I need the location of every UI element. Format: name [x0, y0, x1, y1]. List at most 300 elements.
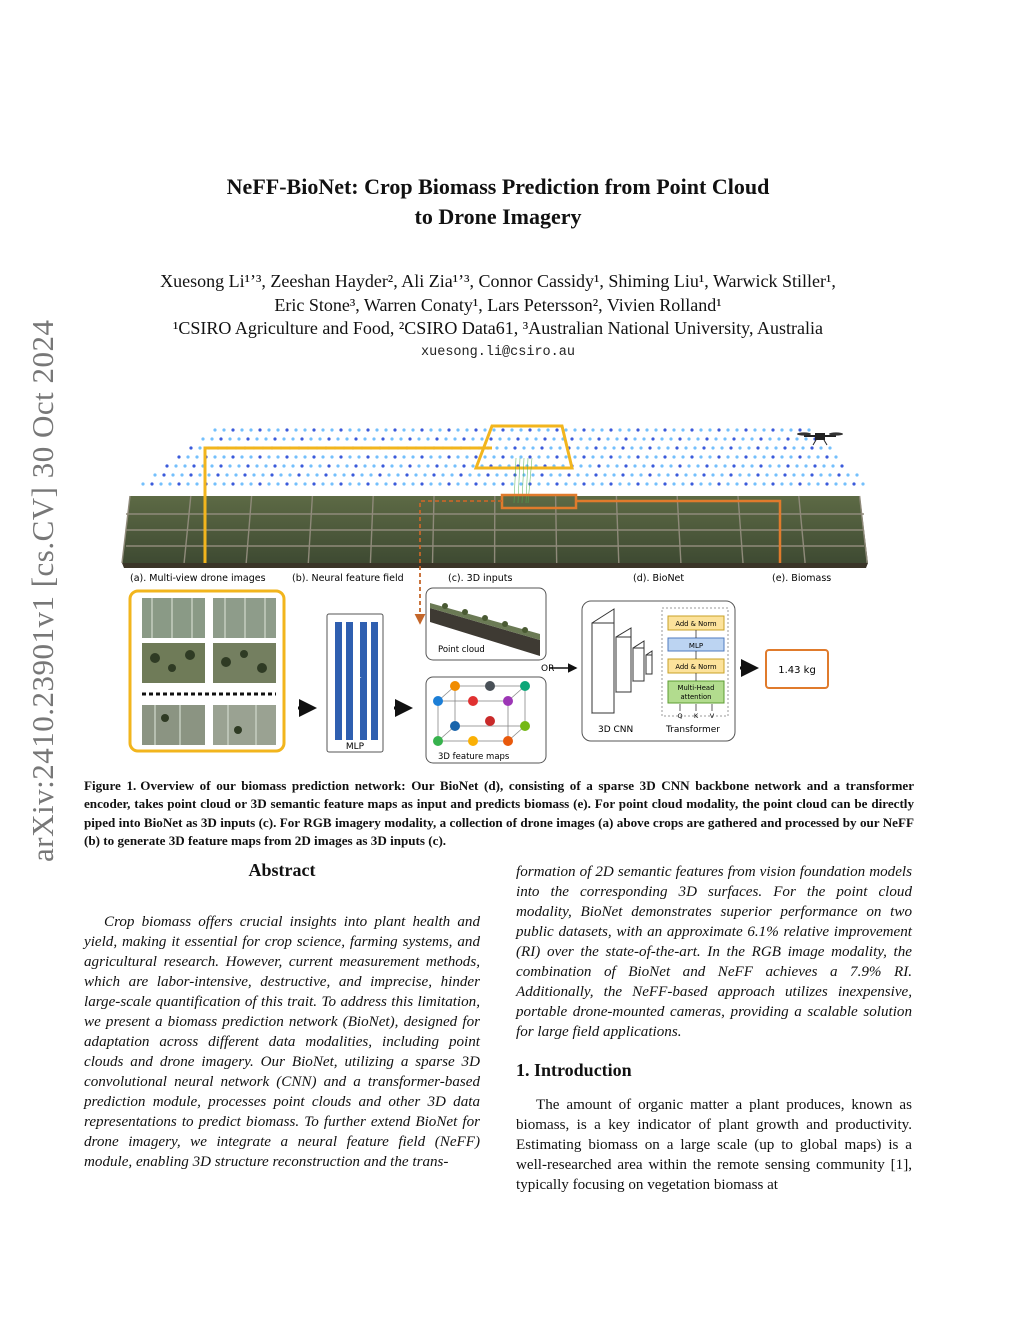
- camera-dot: [546, 428, 549, 431]
- camera-dot: [702, 446, 705, 449]
- camera-dot: [765, 446, 768, 449]
- caption-text: Overview of our biomass prediction network: Our BioNet (d), consisting of a sparse 3D CNN backbone network and a transformer encoder, takes point cloud or 3D semantic feature maps as input and predicts biomass (e). For point cloud modality, the point cloud can be directly piped into BioNet as 3D inputs (c). For RGB imagery modality, a collection of drone images (a) above crops are gathered and processed by our NeFF (b) to generate 3D feature maps from 2D images as 3D inputs (c).: [84, 778, 915, 848]
- camera-dot: [804, 437, 807, 440]
- camera-dot: [633, 464, 636, 467]
- camera-dot: [792, 473, 795, 476]
- camera-dot: [324, 473, 327, 476]
- label-neural-field: (b). Neural feature field: [292, 573, 404, 584]
- camera-dot: [312, 482, 315, 485]
- introduction-text: The amount of organic matter a plant produces, known as biomass, is a key indicator of plant growth and productivity. Estimating biomass on a large scale (up to global maps) is a well-researched area within the remote sensing community [1], typically focusing on vegetation biomass at: [516, 1097, 912, 1193]
- camera-dot: [435, 464, 438, 467]
- camera-dot: [258, 428, 261, 431]
- camera-dot: [294, 455, 297, 458]
- camera-dot: [495, 473, 498, 476]
- camera-dot: [258, 455, 261, 458]
- camera-dot: [693, 446, 696, 449]
- camera-dot: [777, 464, 780, 467]
- camera-dot: [483, 428, 486, 431]
- camera-dot: [771, 455, 774, 458]
- camera-dot: [666, 446, 669, 449]
- camera-dot: [579, 437, 582, 440]
- camera-dot: [498, 437, 501, 440]
- author-email: xuesong.li@csiro.au: [421, 345, 575, 360]
- camera-dot: [357, 428, 360, 431]
- camera-dot: [303, 482, 306, 485]
- camera-dot: [186, 482, 189, 485]
- camera-dot: [381, 464, 384, 467]
- camera-dot: [327, 437, 330, 440]
- camera-dot: [753, 455, 756, 458]
- camera-dot: [522, 446, 525, 449]
- camera-dot: [456, 455, 459, 458]
- camera-dot: [681, 455, 684, 458]
- camera-dot: [390, 437, 393, 440]
- camera-dot: [363, 437, 366, 440]
- camera-dot: [201, 437, 204, 440]
- camera-dot: [744, 428, 747, 431]
- camera-dot: [789, 428, 792, 431]
- camera-dot: [723, 437, 726, 440]
- camera-dot: [765, 473, 768, 476]
- camera-dot: [645, 428, 648, 431]
- camera-dot: [189, 473, 192, 476]
- camera-dot: [150, 482, 153, 485]
- camera-dot: [606, 464, 609, 467]
- camera-dot: [333, 473, 336, 476]
- abstract-heading: Abstract: [248, 860, 316, 880]
- camera-dot: [672, 455, 675, 458]
- camera-dot: [675, 446, 678, 449]
- camera-dot: [315, 473, 318, 476]
- feature-maps-label: 3D feature maps: [438, 752, 510, 762]
- figure-caption: [84, 777, 914, 850]
- camera-dot: [225, 473, 228, 476]
- camera-dot: [564, 482, 567, 485]
- camera-dot: [264, 437, 267, 440]
- camera-dot: [531, 473, 534, 476]
- camera-dot: [249, 482, 252, 485]
- camera-dot: [231, 455, 234, 458]
- camera-dot: [843, 482, 846, 485]
- camera-dot: [708, 428, 711, 431]
- drone-icon: [797, 432, 843, 445]
- camera-dot: [558, 446, 561, 449]
- camera-dot: [852, 482, 855, 485]
- camera-dot: [813, 464, 816, 467]
- camera-dot: [438, 455, 441, 458]
- camera-dot: [606, 437, 609, 440]
- camera-dot: [393, 428, 396, 431]
- camera-dot: [231, 482, 234, 485]
- camera-dot: [366, 455, 369, 458]
- camera-dot: [363, 464, 366, 467]
- camera-dot: [192, 464, 195, 467]
- svg-text:····: ····: [353, 674, 362, 682]
- camera-dot: [807, 455, 810, 458]
- camera-dot: [549, 446, 552, 449]
- camera-dot: [597, 437, 600, 440]
- camera-dot: [573, 482, 576, 485]
- label-3d-inputs: (c). 3D inputs: [448, 573, 513, 584]
- camera-dot: [297, 473, 300, 476]
- camera-dot: [633, 437, 636, 440]
- camera-dot: [405, 473, 408, 476]
- camera-dot: [171, 473, 174, 476]
- camera-dot: [726, 428, 729, 431]
- camera-dot: [597, 464, 600, 467]
- camera-dot: [657, 446, 660, 449]
- camera-dot: [198, 446, 201, 449]
- camera-dot: [231, 428, 234, 431]
- camera-dot: [255, 437, 258, 440]
- camera-dot: [801, 473, 804, 476]
- cnn-label: 3D CNN: [598, 725, 634, 735]
- camera-dot: [351, 473, 354, 476]
- label-drone-images: (a). Multi-view drone images: [130, 573, 266, 584]
- camera-dot: [666, 473, 669, 476]
- camera-dot: [375, 455, 378, 458]
- camera-dot: [549, 473, 552, 476]
- camera-dot: [453, 464, 456, 467]
- camera-dot: [678, 464, 681, 467]
- camera-dot: [774, 473, 777, 476]
- camera-dot: [690, 482, 693, 485]
- camera-dot: [384, 455, 387, 458]
- camera-dot: [402, 428, 405, 431]
- camera-dot: [738, 446, 741, 449]
- camera-dot: [249, 428, 252, 431]
- camera-dot: [741, 437, 744, 440]
- camera-dot: [279, 473, 282, 476]
- camera-dot: [342, 473, 345, 476]
- title-line-2: to Drone Imagery: [414, 204, 582, 229]
- camera-dot: [219, 464, 222, 467]
- label-bionet: (d). BioNet: [633, 573, 685, 584]
- camera-dot: [321, 482, 324, 485]
- camera-dot: [588, 464, 591, 467]
- camera-dot: [441, 473, 444, 476]
- camera-dot: [789, 455, 792, 458]
- camera-dot: [618, 455, 621, 458]
- camera-dot: [528, 428, 531, 431]
- affiliations: ¹CSIRO Agriculture and Food, ²CSIRO Data61, ³Australian National University, Australia: [173, 318, 823, 338]
- camera-dot: [285, 482, 288, 485]
- camera-dot: [291, 437, 294, 440]
- camera-dot: [240, 428, 243, 431]
- camera-dot: [465, 482, 468, 485]
- camera-dot: [663, 455, 666, 458]
- camera-dot: [480, 437, 483, 440]
- camera-dot: [735, 455, 738, 458]
- camera-dot: [462, 437, 465, 440]
- camera-dot: [615, 437, 618, 440]
- camera-dot: [165, 464, 168, 467]
- camera-dot: [318, 437, 321, 440]
- camera-dot: [159, 482, 162, 485]
- camera-dot: [822, 464, 825, 467]
- camera-dot: [669, 464, 672, 467]
- camera-dot: [249, 455, 252, 458]
- camera-dot: [321, 428, 324, 431]
- authors-line-2: Eric Stone³, Warren Conaty¹, Lars Petersson², Vivien Rolland¹: [274, 294, 722, 315]
- camera-dot: [300, 464, 303, 467]
- camera-dot: [354, 464, 357, 467]
- camera-dot: [393, 482, 396, 485]
- camera-dot: [288, 473, 291, 476]
- camera-dot: [729, 473, 732, 476]
- camera-dot: [183, 464, 186, 467]
- camera-dot: [771, 482, 774, 485]
- camera-dot: [477, 473, 480, 476]
- camera-dot: [594, 473, 597, 476]
- camera-dot: [408, 464, 411, 467]
- camera-dot: [651, 437, 654, 440]
- camera-dot: [492, 428, 495, 431]
- camera-dot: [759, 464, 762, 467]
- camera-dot: [243, 473, 246, 476]
- camera-dot: [660, 464, 663, 467]
- camera-dot: [585, 446, 588, 449]
- camera-dot: [687, 437, 690, 440]
- camera-dot: [423, 473, 426, 476]
- camera-dot: [762, 482, 765, 485]
- camera-dot: [816, 482, 819, 485]
- camera-dot: [294, 482, 297, 485]
- camera-dot: [426, 437, 429, 440]
- camera-dot: [276, 428, 279, 431]
- camera-dot: [141, 482, 144, 485]
- camera-dot: [198, 473, 201, 476]
- camera-dot: [546, 455, 549, 458]
- camera-dot: [312, 455, 315, 458]
- camera-dot: [654, 482, 657, 485]
- camera-dot: [705, 464, 708, 467]
- camera-dot: [366, 428, 369, 431]
- camera-dot: [609, 455, 612, 458]
- camera-dot: [624, 464, 627, 467]
- camera-dot: [429, 428, 432, 431]
- camera-dot: [621, 446, 624, 449]
- camera-dot: [228, 437, 231, 440]
- camera-dot: [717, 428, 720, 431]
- camera-dot: [327, 464, 330, 467]
- camera-dot: [222, 482, 225, 485]
- camera-dot: [267, 428, 270, 431]
- camera-dot: [603, 446, 606, 449]
- camera-dot: [528, 455, 531, 458]
- camera-dot: [768, 437, 771, 440]
- camera-dot: [465, 428, 468, 431]
- camera-dot: [537, 482, 540, 485]
- camera-dot: [510, 455, 513, 458]
- camera-dot: [540, 473, 543, 476]
- camera-dot: [612, 446, 615, 449]
- camera-dot: [678, 437, 681, 440]
- camera-dot: [600, 482, 603, 485]
- camera-dot: [348, 482, 351, 485]
- camera-dot: [510, 482, 513, 485]
- camera-dot: [750, 464, 753, 467]
- camera-dot: [795, 464, 798, 467]
- camera-dot: [816, 455, 819, 458]
- camera-dot: [267, 482, 270, 485]
- camera-dot: [783, 473, 786, 476]
- query-label: Q: [677, 712, 683, 720]
- camera-dot: [726, 482, 729, 485]
- camera-dot: [474, 455, 477, 458]
- camera-dot: [639, 446, 642, 449]
- camera-dot: [672, 428, 675, 431]
- camera-dot: [747, 446, 750, 449]
- camera-dot: [846, 473, 849, 476]
- camera-dot: [336, 437, 339, 440]
- camera-dot: [627, 482, 630, 485]
- camera-dot: [603, 473, 606, 476]
- camera-dot: [615, 464, 618, 467]
- camera-dot: [681, 482, 684, 485]
- camera-dot: [492, 455, 495, 458]
- camera-dot: [321, 455, 324, 458]
- camera-dot: [630, 446, 633, 449]
- camera-dot: [654, 455, 657, 458]
- camera-dot: [768, 464, 771, 467]
- camera-dot: [699, 428, 702, 431]
- camera-dot: [504, 473, 507, 476]
- camera-dot: [696, 464, 699, 467]
- abstract-text-left: Crop biomass offers crucial insights into plant health and yield, making it essential for crop science, farming systems, and agricultural research. However, current measurement methods, which are labor-intensive, destructive, and imprecise, hinder large-scale quantification of this trait. To address this limitation, we present a biomass prediction network (BioNet), designed for adaptation across different data modalities, including point clouds and drone imagery. Our BioNet, utilizing a sparse 3D convolutional neural network (CNN) and a transformer-based prediction module, processes point clouds and other 3D data representations to predict biomass. To further extend BioNet for drone imagery, we integrate a neural feature field (NeFF) module, enabling 3D structure reconstruction and the trans-: [84, 914, 480, 1170]
- camera-dot: [177, 455, 180, 458]
- overview-figure: [120, 418, 880, 768]
- camera-dot: [855, 473, 858, 476]
- camera-dot: [723, 464, 726, 467]
- camera-dot: [780, 455, 783, 458]
- camera-dot: [609, 482, 612, 485]
- camera-dot: [408, 437, 411, 440]
- camera-dot: [456, 428, 459, 431]
- camera-dot: [576, 473, 579, 476]
- camera-dot: [501, 482, 504, 485]
- camera-dot: [213, 428, 216, 431]
- camera-dot: [384, 482, 387, 485]
- camera-dot: [432, 473, 435, 476]
- camera-dot: [501, 455, 504, 458]
- camera-dot: [516, 437, 519, 440]
- camera-dot: [555, 455, 558, 458]
- camera-dot: [234, 473, 237, 476]
- camera-dot: [354, 437, 357, 440]
- camera-dot: [339, 482, 342, 485]
- camera-dot: [756, 446, 759, 449]
- camera-dot: [339, 455, 342, 458]
- camera-dot: [834, 482, 837, 485]
- camera-dot: [180, 473, 183, 476]
- camera-dot: [837, 473, 840, 476]
- camera-dot: [762, 428, 765, 431]
- camera-dot: [438, 482, 441, 485]
- camera-dot: [429, 482, 432, 485]
- camera-dot: [648, 473, 651, 476]
- camera-dot: [417, 464, 420, 467]
- camera-dot: [378, 473, 381, 476]
- camera-dot: [792, 446, 795, 449]
- camera-dot: [447, 428, 450, 431]
- camera-dot: [720, 473, 723, 476]
- camera-dot: [714, 437, 717, 440]
- camera-dot: [525, 437, 528, 440]
- camera-dot: [738, 473, 741, 476]
- camera-dot: [483, 482, 486, 485]
- camera-dot: [708, 455, 711, 458]
- camera-dot: [582, 455, 585, 458]
- camera-dot: [207, 473, 210, 476]
- camera-dot: [825, 482, 828, 485]
- camera-dot: [591, 428, 594, 431]
- camera-dot: [771, 428, 774, 431]
- authors-line-1: Xuesong Li¹ʼ³, Zeeshan Hayder², Ali Zia¹ʼ³, Connor Cassidy¹, Shiming Liu¹, Warwick Stiller¹,: [160, 271, 836, 291]
- camera-dot: [246, 437, 249, 440]
- camera-dot: [471, 437, 474, 440]
- mlp-block-text: MLP: [688, 642, 704, 650]
- camera-dot: [861, 482, 864, 485]
- camera-dot: [195, 455, 198, 458]
- camera-dot: [276, 455, 279, 458]
- camera-dot: [780, 428, 783, 431]
- camera-dot: [339, 428, 342, 431]
- camera-dot: [375, 482, 378, 485]
- camera-dot: [810, 473, 813, 476]
- camera-dot: [591, 482, 594, 485]
- camera-dot: [582, 482, 585, 485]
- camera-dot: [468, 473, 471, 476]
- camera-dot: [216, 473, 219, 476]
- camera-dot: [573, 455, 576, 458]
- camera-dot: [357, 455, 360, 458]
- camera-dot: [735, 428, 738, 431]
- camera-dot: [756, 473, 759, 476]
- camera-dot: [522, 473, 525, 476]
- camera-dot: [612, 473, 615, 476]
- camera-dot: [819, 446, 822, 449]
- camera-dot: [801, 446, 804, 449]
- camera-dot: [834, 455, 837, 458]
- camera-dot: [660, 437, 663, 440]
- camera-dot: [621, 473, 624, 476]
- camera-dot: [753, 482, 756, 485]
- camera-dot: [336, 464, 339, 467]
- camera-dot: [450, 473, 453, 476]
- camera-dot: [270, 473, 273, 476]
- camera-dot: [510, 428, 513, 431]
- camera-dot: [663, 482, 666, 485]
- introduction-heading: 1. Introduction: [516, 1060, 632, 1080]
- camera-dot: [399, 464, 402, 467]
- camera-dot: [387, 473, 390, 476]
- camera-dot: [258, 482, 261, 485]
- camera-dot: [687, 464, 690, 467]
- camera-dot: [213, 482, 216, 485]
- camera-dot: [240, 482, 243, 485]
- camera-dot: [807, 428, 810, 431]
- camera-dot: [474, 482, 477, 485]
- camera-dot: [543, 437, 546, 440]
- camera-dot: [303, 455, 306, 458]
- camera-dot: [564, 428, 567, 431]
- author-block: [80, 270, 916, 341]
- camera-dot: [282, 437, 285, 440]
- camera-dot: [372, 464, 375, 467]
- camera-dot: [396, 473, 399, 476]
- camera-dot: [705, 437, 708, 440]
